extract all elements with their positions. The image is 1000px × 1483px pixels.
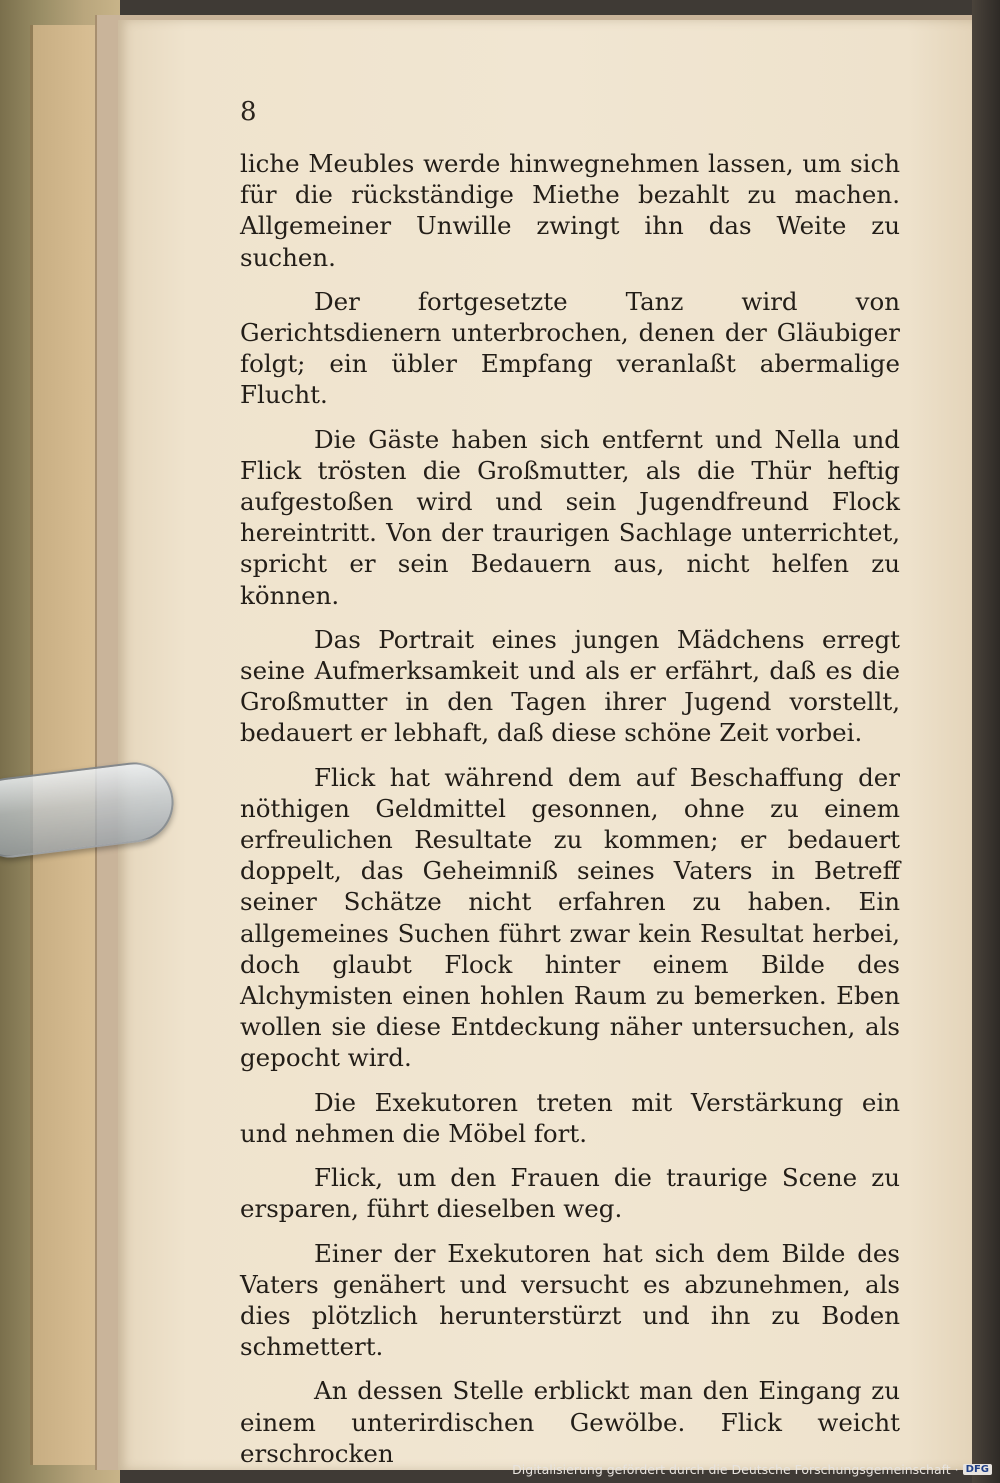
paragraph-4: Das Portrait eines jungen Mädchens erregt seine Aufmerksamkeit und als er erfährt, daß es die Großmutter in den Tagen ihrer Jugend vorstellt, bedauert er lebhaft, daß diese schöne Zeit vorbei. bbox=[240, 624, 900, 748]
digitization-credit bbox=[512, 1462, 992, 1477]
dfg-logo-icon: DFG bbox=[963, 1464, 992, 1475]
body-text bbox=[240, 148, 900, 1482]
page-number: 8 bbox=[240, 97, 257, 127]
credit-text: Digitalisierung gefördert durch die Deutsche Forschungsgemeinschaft · bbox=[512, 1462, 959, 1477]
paragraph-7: Flick, um den Frauen die traurige Scene zu ersparen, führt dieselben weg. bbox=[240, 1163, 900, 1224]
paragraph-8: Einer der Exekutoren hat sich dem Bilde des Vaters genähert und versucht es abzunehmen, als dies plötzlich herunterstürzt und ihn zu Boden schmettert. bbox=[240, 1238, 900, 1362]
paragraph-1: liche Meubles werde hinwegnehmen lassen, um sich für die rückständige Miethe bezahlt zu machen. Allgemeiner Unwille zwingt ihn das Weite zu suchen. bbox=[240, 149, 900, 272]
paragraph-2: Der fortgesetzte Tanz wird von Gerichtsdienern unterbrochen, denen der Gläubiger folgt; ein übler Empfang veranlaßt abermalige Flucht. bbox=[240, 286, 900, 410]
paragraph-5: Flick hat während dem auf Beschaffung der nöthigen Geldmittel gesonnen, ohne zu einem erfreulichen Resultate zu kommen; er bedauert doppelt, das Geheimniß seines Vaters in Betreff seiner Schätze nicht erfahren zu haben. Ein allgemeines Suchen führt zwar kein Resultat herbei, doch glaubt Flock hinter einem Bilde des Alchymisten einen hohlen Raum zu bemerken. Eben wollen sie diese Entdeckung näher untersuchen, als gepocht wird. bbox=[240, 762, 900, 1073]
scan-background-edge bbox=[972, 0, 1000, 1483]
paragraph-3: Die Gäste haben sich entfernt und Nella und Flick trösten die Großmutter, als die Thür heftig aufgestoßen wird und sein Jugendfreund Flock hereintritt. Von der traurigen Sachlage unterrichtet, spricht er sein Bedauern aus, nicht helfen zu können. bbox=[240, 424, 900, 610]
paragraph-6: Die Exekutoren treten mit Verstärkung ein und nehmen die Möbel fort. bbox=[240, 1087, 900, 1148]
paragraph-9: An dessen Stelle erblickt man den Eingang zu einem unterirdischen Gewölbe. Flick weicht erschrocken bbox=[240, 1376, 900, 1468]
